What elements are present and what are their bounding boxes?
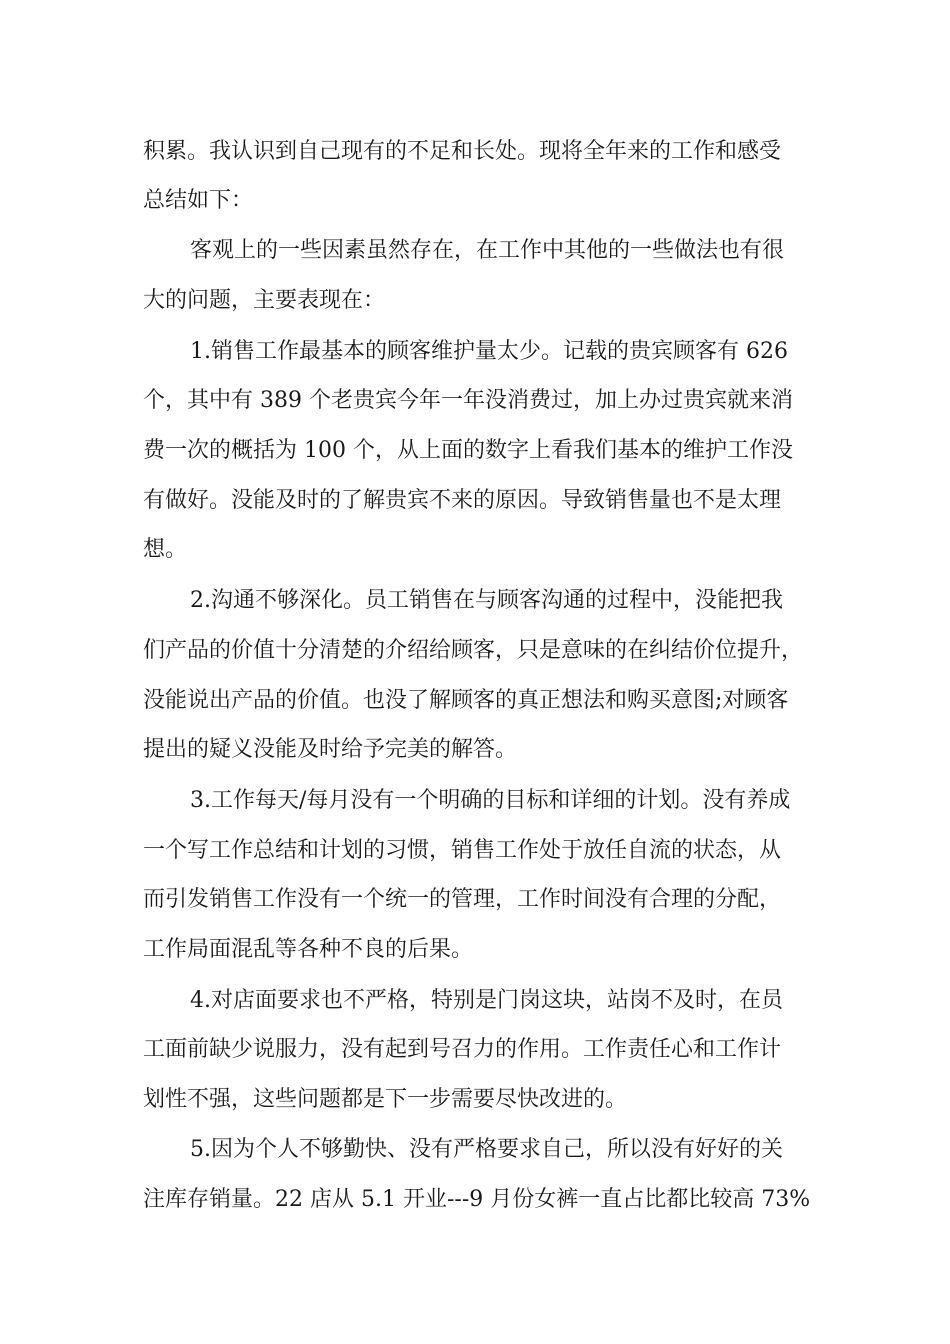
text-line: 2.沟通不够深化。员工销售在与顾客沟通的过程中，没能把我	[190, 588, 783, 613]
text-line: 们产品的价值十分清楚的介绍给顾客，只是意味的在纠结价位提升，	[143, 638, 804, 663]
text-line: 工面前缺少说服力，没有起到号召力的作用。工作责任心和工作计	[143, 1037, 782, 1062]
text-line: 没能说出产品的价值。也没了解顾客的真正想法和购买意图;对顾客	[143, 688, 789, 713]
text-line: 4.对店面要求也不严格，特别是门岗这块，站岗不及时，在员	[190, 988, 783, 1013]
text-line: 而引发销售工作没有一个统一的管理，工作时间没有合理的分配，	[143, 887, 782, 912]
text-line: 5.因为个人不够勤快、没有严格要求自己，所以没有好好的关	[190, 1137, 783, 1162]
text-line: 有做好。没能及时的了解贵宾不来的原因。导致销售量也不是太理	[143, 488, 782, 513]
text-line: 提出的疑义没能及时给予完美的解答。	[143, 737, 518, 762]
text-line: 积累。我认识到自己现有的不足和长处。现将全年来的工作和感受	[143, 139, 782, 164]
text-line: 划性不强，这些问题都是下一步需要尽快改进的。	[143, 1087, 628, 1112]
text-line: 一个写工作总结和计划的习惯，销售工作处于放任自流的状态，从	[143, 838, 782, 863]
text-line: 工作局面混乱等各种不良的后果。	[143, 937, 474, 962]
text-line: 大的问题，主要表现在：	[143, 288, 386, 313]
text-line: 总结如下：	[143, 188, 254, 213]
text-line: 1.销售工作最基本的顾客维护量太少。记载的贵宾顾客有 626	[190, 339, 788, 364]
text-line: 费一次的概括为 100 个，从上面的数字上看我们基本的维护工作没	[143, 438, 793, 463]
text-line: 注库存销量。22 店从 5.1 开业---9 月份女裤一直占比都比较高 73%	[143, 1187, 811, 1212]
text-line: 客观上的一些因素虽然存在，在工作中其他的一些做法也有很	[190, 238, 785, 263]
text-line: 3.工作每天/每月没有一个明确的目标和详细的计划。没有养成	[190, 788, 791, 813]
text-line: 个，其中有 389 个老贵宾今年一年没消费过，加上办过贵宾就来消	[143, 388, 793, 413]
text-line: 想。	[143, 537, 188, 562]
